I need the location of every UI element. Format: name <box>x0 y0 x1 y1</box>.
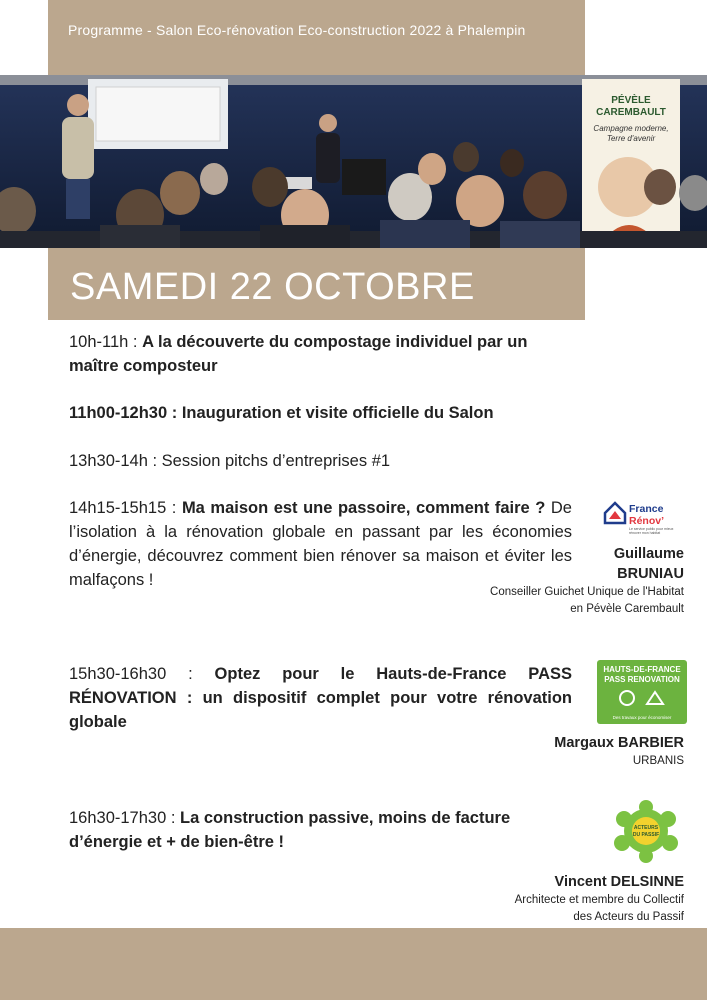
footer-band <box>0 928 707 1000</box>
france-renov-small: Le service public pour mieux rénover mon habitat <box>629 527 674 535</box>
item-time: 10h-11h : <box>69 333 138 351</box>
speaker-name: Vincent DELSINNE <box>554 874 684 890</box>
schedule-item-1 <box>69 330 574 378</box>
programme-title: Programme - Salon Eco-rénovation Eco-construction 2022 à Phalempin <box>68 22 526 38</box>
speaker-first-name: Guillaume <box>613 546 684 562</box>
speaker-role-line2: en Pévèle Carembault <box>570 603 684 615</box>
france-renov-line2: Rénov’ <box>629 515 665 527</box>
france-renov-line1: France <box>629 503 664 515</box>
speaker-role-line1: Conseiller Guichet Unique de l'Habitat <box>490 586 684 598</box>
speaker-name: Margaux BARBIER <box>554 735 684 751</box>
banner-line2: CAREMBAULT <box>596 107 666 118</box>
item-title: Optez pour le Hauts-de-France PASS RÉNOVATION : un dispositif complet pour votre rénovation globale <box>69 665 573 731</box>
acteurs-du-passif-icon <box>612 799 680 863</box>
day-title: SAMEDI 22 OCTOBRE <box>70 266 475 308</box>
date-band <box>48 248 585 320</box>
schedule-item-2 <box>69 401 574 425</box>
speaker-vincent <box>515 872 684 926</box>
item-title: Ma maison est une passoire, comment faire ? <box>181 499 546 517</box>
item-title: A la découverte du compostage individuel par un maître composteur <box>69 333 528 375</box>
schedule-item-6 <box>69 806 574 854</box>
speaker-margaux <box>554 733 684 770</box>
item-time: 14h15-15h15 : <box>69 499 177 517</box>
item-time: 15h30-16h30 : <box>69 665 193 683</box>
item-title: Session pitchs d’entreprises #1 <box>161 452 391 470</box>
pass-renovation-icon <box>597 660 687 724</box>
speaker-guillaume <box>490 544 684 618</box>
banner-tagline1: Campagne moderne, <box>593 124 669 133</box>
item-time: 13h30-14h : <box>69 452 158 470</box>
item-title: La construction passive, moins de facture d’énergie et + de bien-être ! <box>69 809 511 851</box>
item-time: 16h30-17h30 : <box>69 809 176 827</box>
speaker-last-name: BRUNIAU <box>617 566 684 582</box>
acteurs-line2: DU PASSIF <box>632 832 660 838</box>
pass-renovation-logo <box>597 660 687 724</box>
item-title: Inauguration et visite officielle du Salon <box>181 404 494 422</box>
schedule-item-5 <box>69 662 572 734</box>
pass-small: Des travaux pour économiser <box>612 715 672 720</box>
conference-photo-illustration <box>0 75 707 248</box>
banner-tagline2: Terre d'avenir <box>606 134 656 143</box>
pass-line2: PASS RENOVATION <box>604 675 680 684</box>
pass-line1: HAUTS-DE-FRANCE <box>603 665 681 674</box>
france-renov-logo <box>603 497 675 537</box>
conference-photo <box>0 75 707 248</box>
acteurs-du-passif-logo <box>612 799 680 863</box>
speaker-role: URBANIS <box>632 755 684 767</box>
speaker-role-line2: des Acteurs du Passif <box>573 911 684 923</box>
header-band <box>48 0 585 75</box>
schedule-item-3 <box>69 449 574 473</box>
banner-line1: PÉVÈLE <box>611 95 651 106</box>
speaker-role-line1: Architecte et membre du Collectif <box>514 894 684 906</box>
item-time: 11h00-12h30 : <box>69 404 178 422</box>
acteurs-line1: ACTEURS <box>633 825 659 831</box>
item-description: De l’isolation à la rénovation globale en passant par les économies d’énergie, découvrez comment bien rénover sa maison et éviter les malfaçons ! <box>69 499 572 589</box>
